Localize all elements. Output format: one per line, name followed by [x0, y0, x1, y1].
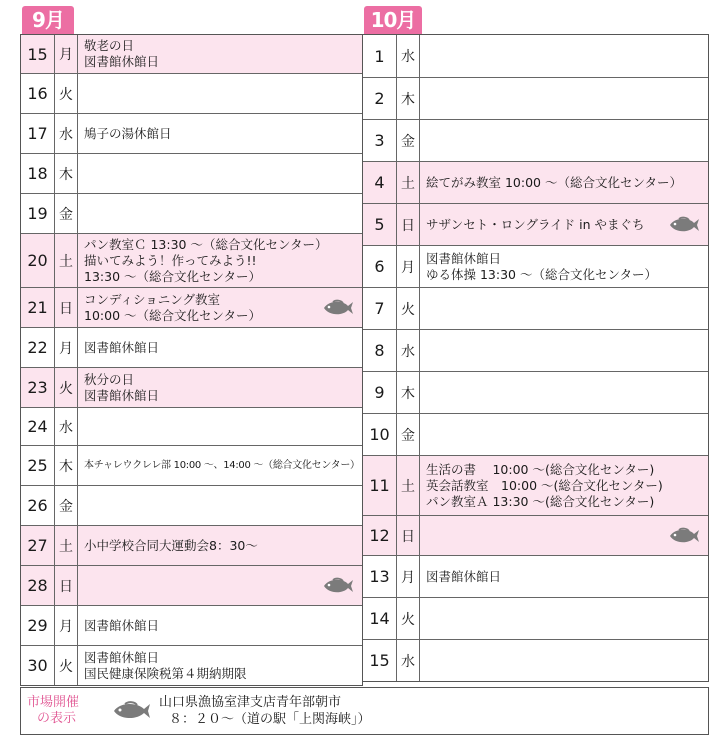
day-of-week: 土: [55, 234, 78, 287]
calendar-row: [363, 515, 708, 555]
calendar-row: [21, 35, 362, 73]
event-text: 英会話教室 10:00 ～(総合文化センター): [426, 477, 663, 493]
day-of-week: 金: [397, 414, 420, 455]
calendar-row: [363, 77, 708, 119]
day-of-week: 金: [397, 120, 420, 161]
day-events: [78, 74, 362, 113]
calendar-row: [21, 525, 362, 565]
day-of-week: 土: [55, 526, 78, 565]
event-text: パン教室Ａ 13:30 ～(総合文化センター): [426, 493, 655, 509]
day-number: 23: [21, 368, 55, 407]
day-events: [420, 556, 708, 597]
day-events: [420, 598, 708, 639]
day-events: [78, 606, 362, 645]
day-events: [78, 446, 362, 485]
month-tab-september: 9月: [22, 6, 74, 34]
day-events: [78, 486, 362, 525]
day-of-week: 日: [55, 288, 78, 327]
day-number: 30: [21, 646, 55, 685]
calendar-row: [363, 371, 708, 413]
event-text: 図書館休館日: [84, 387, 160, 403]
day-number: 16: [21, 74, 55, 113]
day-events: [420, 414, 708, 455]
day-number: 13: [363, 556, 397, 597]
calendar-row: [21, 153, 362, 193]
month-tab-october: 10月: [364, 6, 422, 34]
fish-icon: [668, 216, 700, 234]
calendar-row: [363, 287, 708, 329]
day-of-week: 金: [55, 194, 78, 233]
day-of-week: 月: [397, 246, 420, 287]
day-events: [420, 204, 708, 245]
day-events: [420, 120, 708, 161]
calendar-row: [21, 367, 362, 407]
event-text: 本チャレウクレレ部 10:00 ～、14:00 ～（総合文化センター）: [84, 459, 360, 471]
september-calendar: [20, 34, 363, 686]
day-events: [78, 114, 362, 153]
october-calendar: [363, 34, 709, 682]
day-of-week: 月: [55, 606, 78, 645]
day-of-week: 金: [55, 486, 78, 525]
event-text: 国民健康保険税第４期納期限: [84, 665, 247, 681]
calendar-row: [21, 445, 362, 485]
day-events: [78, 566, 362, 605]
day-of-week: 月: [397, 556, 420, 597]
day-events: [420, 330, 708, 371]
calendar-row: [363, 245, 708, 287]
day-events: [420, 78, 708, 119]
event-text: 鳩子の湯休館日: [84, 125, 172, 141]
day-events: [78, 154, 362, 193]
day-of-week: 日: [397, 516, 420, 555]
day-number: 8: [363, 330, 397, 371]
event-text: 図書館休館日: [84, 339, 160, 355]
day-of-week: 日: [55, 566, 78, 605]
calendar-row: [363, 597, 708, 639]
day-number: 6: [363, 246, 397, 287]
event-text: 13:30 ～（総合文化センター）: [84, 268, 261, 284]
day-number: 5: [363, 204, 397, 245]
day-number: 17: [21, 114, 55, 153]
day-number: 21: [21, 288, 55, 327]
fish-icon: [668, 527, 700, 545]
day-of-week: 火: [55, 74, 78, 113]
event-text: 描いてみよう！作ってみよう!!: [84, 252, 257, 268]
calendar-row: [21, 287, 362, 327]
day-events: [420, 35, 708, 77]
day-of-week: 土: [397, 162, 420, 203]
day-number: 10: [363, 414, 397, 455]
day-number: 2: [363, 78, 397, 119]
day-number: 11: [363, 456, 397, 515]
day-events: [420, 162, 708, 203]
day-of-week: 水: [397, 640, 420, 681]
day-events: [420, 372, 708, 413]
calendar-row: [363, 119, 708, 161]
calendar-row: [21, 485, 362, 525]
event-text: 図書館休館日: [84, 54, 160, 69]
calendar-row: [21, 605, 362, 645]
day-of-week: 月: [55, 328, 78, 367]
day-of-week: 日: [397, 204, 420, 245]
calendar-row: [21, 193, 362, 233]
calendar-row: [363, 35, 708, 77]
event-text: 図書館休館日: [84, 649, 160, 665]
day-of-week: 木: [55, 154, 78, 193]
calendar-row: [21, 407, 362, 445]
calendar-row: [363, 555, 708, 597]
day-number: 3: [363, 120, 397, 161]
day-of-week: 水: [397, 35, 420, 77]
day-number: 27: [21, 526, 55, 565]
fish-icon: [322, 299, 354, 317]
event-text: ゆる体操 13:30 ～（総合文化センター）: [426, 266, 657, 282]
day-number: 9: [363, 372, 397, 413]
day-of-week: 水: [397, 330, 420, 371]
day-events: [78, 194, 362, 233]
day-number: 29: [21, 606, 55, 645]
calendar-row: [363, 455, 708, 515]
event-text: サザンセト・ロングライド in やまぐち: [426, 216, 645, 232]
day-of-week: 水: [55, 114, 78, 153]
legend-label-line2: の表示: [37, 711, 77, 726]
event-text: 敬老の日: [84, 38, 135, 53]
day-events: [78, 328, 362, 367]
day-of-week: 火: [397, 598, 420, 639]
calendar-row: [363, 413, 708, 455]
day-number: 25: [21, 446, 55, 485]
calendar-row: [363, 329, 708, 371]
calendar-row: [363, 203, 708, 245]
day-events: [420, 288, 708, 329]
day-number: 4: [363, 162, 397, 203]
fish-icon: [322, 577, 354, 595]
event-text: 秋分の日: [84, 371, 135, 387]
day-of-week: 木: [397, 372, 420, 413]
event-text: パン教室Ｃ 13:30 ～（総合文化センター）: [84, 236, 328, 252]
day-of-week: 木: [55, 446, 78, 485]
market-legend: [20, 687, 709, 735]
day-of-week: 土: [397, 456, 420, 515]
calendar-row: [363, 161, 708, 203]
day-number: 24: [21, 408, 55, 445]
day-events: [78, 368, 362, 407]
day-number: 26: [21, 486, 55, 525]
calendar-row: [21, 565, 362, 605]
day-of-week: 水: [55, 408, 78, 445]
day-events: [420, 516, 708, 555]
calendar-row: [21, 327, 362, 367]
calendar-row: [21, 113, 362, 153]
fish-icon: [111, 700, 151, 722]
day-of-week: 月: [55, 35, 78, 73]
day-events: [78, 234, 362, 287]
day-events: [420, 640, 708, 681]
day-of-week: 火: [397, 288, 420, 329]
day-number: 14: [363, 598, 397, 639]
event-text: 絵てがみ教室 10:00 ～（総合文化センター）: [426, 174, 682, 190]
day-events: [78, 408, 362, 445]
day-number: 28: [21, 566, 55, 605]
day-number: 18: [21, 154, 55, 193]
calendar-row: [21, 645, 362, 685]
event-text: 小中学校合同大運動会8：30～: [84, 537, 258, 553]
event-text: 図書館休館日: [426, 568, 502, 584]
day-number: 20: [21, 234, 55, 287]
legend-label-line1: 市場開催: [27, 695, 80, 710]
day-number: 12: [363, 516, 397, 555]
day-events: [78, 35, 362, 73]
legend-label: [21, 695, 109, 727]
day-events: [78, 288, 362, 327]
day-events: [78, 646, 362, 685]
day-events: [420, 246, 708, 287]
calendar-row: [363, 639, 708, 681]
legend-text-line1: 山口県漁協室津支店青年部朝市: [159, 695, 342, 710]
day-events: [78, 526, 362, 565]
calendar-row: [21, 73, 362, 113]
legend-text-line2: ８：２０～（道の駅「上関海峡」）: [169, 712, 371, 727]
day-number: 19: [21, 194, 55, 233]
day-events: [420, 456, 708, 515]
event-text: 10:00 ～（総合文化センター）: [84, 307, 261, 323]
day-of-week: 火: [55, 646, 78, 685]
event-text: 生活の書 10:00 ～(総合文化センター): [426, 461, 655, 477]
legend-text: [159, 694, 371, 728]
day-of-week: 火: [55, 368, 78, 407]
calendar-row: [21, 233, 362, 287]
day-number: 1: [363, 35, 397, 77]
day-number: 22: [21, 328, 55, 367]
event-text: 図書館休館日: [84, 617, 160, 633]
day-number: 15: [21, 35, 55, 73]
event-text: 図書館休館日: [426, 250, 502, 266]
event-text: コンディショニング教室: [84, 291, 221, 307]
day-of-week: 木: [397, 78, 420, 119]
day-number: 15: [363, 640, 397, 681]
day-number: 7: [363, 288, 397, 329]
